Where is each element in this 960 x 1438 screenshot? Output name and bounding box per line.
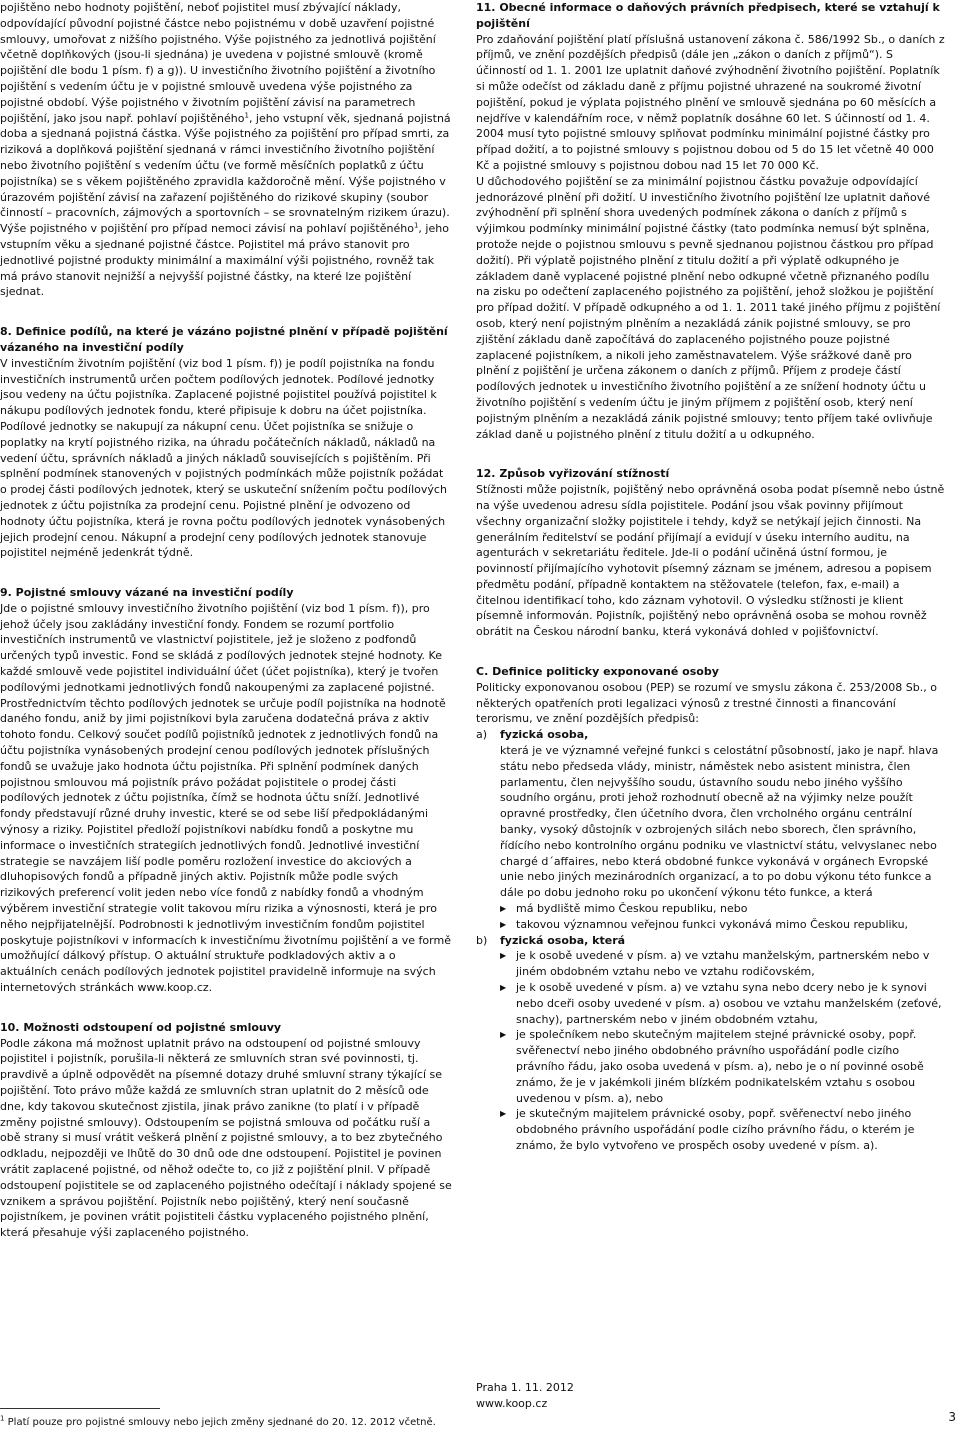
pep-item-b (476, 933, 946, 1154)
website-link[interactable]: www.koop.cz (476, 1396, 548, 1410)
section-11-paragraph-2: U důchodového pojištění se za minimální pojistnou částku považuje odpovídající jednorázové plnění při dožití. U investičního životního pojištění lze uplatnit daňové zvýhodnění při splnění shora uvedených podmínek zákona o daních z příjmů s výjimkou podmínky minimální pojistné částky (tato podmínka nemusí být splněna, protože nejde o pojistnou smlouvu s pevně sjednanou pojistnou částkou pro případ dožití). Při výplatě pojistného plnění z titulu dožití a při výplatě odkupného je základem daně vyplacené pojistné plnění nebo odkupné včetně přiznaného podílu na zisku po odečtení zaplaceného pojistného za pojištění, jehož složkou je pojištění pro případ dožití. V případě odkupného a od 1. 1. 2011 také jiného příjmu z pojištění osob, který není pojistným plněním a nezakládá zánik pojistné smlouvy, se pro zjištění základu daně započítává do zaplaceného pojistného pouze pojistné zaplacené pojistníkem, a nikoli jeho zaměstnavatelem. Výše srážkové daně pro plnění z pojištění je určena zákonem o daních z příjmů. Příjem z prodeje částí podílových jednotek u investičního životního pojištění a ze snížení hodnoty účtu u životního pojištění s vedením účtu je jiným příjmem z pojištění osob, který není pojistným plněním a nezakládá zánik pojistné smlouvy; tento příjem také ovlivňuje základ daně u pojistného plnění z titulu dožití a u odkupného. (476, 174, 941, 441)
left-column (0, 0, 452, 1265)
section-c-title: C. Definice politicky exponované osoby (476, 665, 719, 679)
section-12-text: Stížnosti může pojistník, pojištěný nebo oprávněná osoba podat písemně nebo ústně na výše uvedenou adresu sídla pojistitele. Podání jsou však povinny přijímout všechny organizační složky pojistitele i tehdy, když se netýkají jejich činnosti. Na generálním ředitelství se podání přijímají a evidují v úseku interního auditu, na agenturách v sekretariátu ředitele. Jde-li o podání učiněná ústní formou, je povinností přijímajícího vyhotovit písemný záznam se jménem, adresou a popisem předmětu podání, případně kontaktem na stěžovatele (telefon, fax, e-mail) a čitelnou identifikací toho, kdo záznam vyhotovil. O výsledku stížnosti je klient písemně informován. Pojistník, pojištěný nebo oprávněná osoba se mohou rovněž obrátit na Českou národní banku, která vykonává dohled v pojišťovnictví. (476, 483, 945, 639)
section-9-title: 9. Pojistné smlouvy vázané na investiční podíly (0, 586, 294, 600)
intro-text-2: , jeho vstupní věk, sjednaná pojistná doba a sjednaná pojistná částka. Výše pojistného za pojištění pro případ smrti, za riziková a doplňková pojištění sjednaná v rámci investičního životního pojištění nebo životního pojištění s vedením účtu (ve formě měsíčních poplatků z účtu pojistníka) se s věkem pojištěného zpravidla každoročně mění. Výše pojistného v úrazovém pojištění závisí na zařazení pojištěného do rizikové skupiny (soubor činností – pracovních, zájmových a sportovních – se srovnatelným rizikem úrazu). Výše pojistného v pojištění pro případ nemoci závisí na pohlaví pojištěného (0, 111, 451, 236)
item-marker: a) (476, 728, 488, 742)
section-10-text: Podle zákona má možnost uplatnit právo na odstoupení od pojistné smlouvy pojistitel i pojistník, porušila-li některá ze smluvních stran své povinnosti, tj. pravdivě a úplně odpovědět na písemné dotazy druhé smluvní strany týkající se pojištění. Toto právo může každá ze smluvních stran uplatnit do 2 měsíců ode dne, kdy takovou skutečnost zjistila, jinak právo zanikne (to platí i v případě změny pojistné smlouvy). Odstoupením se pojistná smlouva od počátku ruší a obě strany si musí vrátit veškerá plnění z pojistné smlouvy, a to bez zbytečného odkladu, nejpozději ve lhůtě do 30 dnů ode dne odstoupení. Pojistitel je povinen vrátit zaplacené pojistné, od něhož odečte to, co již z pojištění plnil. V případě odstoupení pojistitele se od zaplaceného pojistného odečítají i náklady spojené se vznikem a správou pojištění. Pojistník nebo pojištěný, který není současně pojistníkem, je povinen vrátit pojistiteli částku vyplaceného pojistného plnění, která přesahuje výši zaplaceného pojistného. (0, 1036, 452, 1240)
item-a-text: která je ve významné veřejné funkci s celostátní působností, jako je např. hlava státu nebo předseda vlády, ministr, náměstek nebo asistent ministra, člen parlamentu, člen nejvyššího soudu, ústavního soudu nebo jiného vyššího soudního orgánu, proti jehož rozhodnutí obecně až na výjimky nelze použít opravné prostředky, člen účetního dvora, člen vrcholného orgánu centrální banky, vysoký důstojník v ozbrojených silách nebo sborech, člen správního, řídícího nebo kontrolního orgánu podniku ve vlastnictví státu, velvyslanec nebo chargé d´affaires, nebo která obdobné funkce vykonává v orgánech Evropské unie nebo jiných mezinárodních organizací, a to po dobu výkonu této funkce a dále po dobu jednoho roku po ukončení výkonu této funkce, a která (500, 744, 939, 900)
pep-item-a (476, 727, 946, 932)
section-8-title: 8. Definice podílů, na které je vázáno pojistné plnění v případě pojištění vázaného na investiční podíly (0, 325, 448, 354)
right-column (476, 0, 946, 1410)
footnote-number: 1 (0, 1414, 5, 1423)
bullet-item: ▶ takovou významnou veřejnou funkci vykonává mimo Českou republiku, (500, 917, 909, 931)
section-9-text: Jde o pojistné smlouvy investičního životního pojištění (viz bod 1 písm. f)), pro jehož účely jsou zakládány investiční fondy. Fondem se rozumí portfolio investičních instrumentů ve vlastnictví pojistitele, jež je složeno z podfondů určených typů investic. Fond se skládá z podílových jednotek stejné hodnoty. Ke každé smlouvě vede pojistitel individuální účet (účet pojistníka), který je tvořen podílovými jednotkami jednotlivých fondů nakoupenými za zaplacené pojistné. Prostřednictvím těchto podílových jednotek se určuje podíl pojistníka na hodnotě daného fondu, aniž by jimi pojistníkovi byla zaručena dodatečná práva z aktiv tohoto fondu. Celkový součet podílů pojistníků jednotek z jednotlivých fondů na účtu pojistníka vynásobených prodejní cenou podílových jednotek příslušných fondů se uvažuje jako hodnota účtu pojistníka. Při splnění podmínek daných pojistnou smlouvou má pojistník právo požádat pojistitele o prodej části podílových jednotek z účtu pojistníka, čímž se hodnota účtu sníží. Jednotlivé fondy představují různé druhy investic, které se od sebe liší předpokládanými výnosy a riziky. Pojistitel předloží pojistníkovi nabídku fondů a poskytne mu informace o investičních strategiích jednotlivých fondů. Jednotlivé investiční strategie se navzájem liší podle poměru rozložení investice do akciových a dluhopisových fondů a případně jiných aktiv. Pojistník může podle svých rizikových preferencí volit jeden nebo více fondů z nabídky fondů a vhodným výběrem investiční strategie volit takovou míru rizika a výnosnosti, která je pro něho nejpřijatelnější. Podrobnosti k jednotlivým investičním fondům pojistitel poskytuje pojistníkovi v informacích k investičnímu životnímu pojištění a ve formě umožňující dálkový přístup. O aktuální struktuře podkladových aktiv a o aktuálních cenách podílových jednotek pojistitel pravidelně informuje na svých internetových stránkách www.koop.cz. (0, 601, 451, 995)
item-a-title: fyzická osoba, (500, 728, 589, 742)
footnote (0, 1416, 520, 1430)
section-10-title: 10. Možnosti odstoupení od pojistné smlouvy (0, 1020, 282, 1034)
bullet-item: ▶ je k osobě uvedené v písm. a) ve vztahu manželským, partnerském nebo v jiném obdobném vztahu nebo ve vztahu rodičovském, (500, 949, 930, 979)
section-8 (0, 324, 452, 561)
triangle-right-icon: ▶ (500, 919, 507, 929)
section-8-text: V investičním životním pojištění (viz bod 1 písm. f)) je podíl pojistníka na fondu investičních instrumentů určen počtem podílových jednotek. Podílové jednotky jsou vedeny na účtu pojistníka. Zaplacené pojistné pojistitel používá pojistitel k nákupu podílových jednotek fondu, které připisuje k dobru na účet pojistníka. Podílové jednotky se nakupují za nákupní cenu. Účet pojistníka se snižuje o poplatky na krytí pojistného rizika, na úhradu počátečních nákladů, nákladů na vedení účtu, správních nákladů a jiných nákladů souvisejících s pojištěním. Při splnění podmínek stanovených v pojistných podmínkách může pojistník požádat o prodej části podílových jednotek, který se uskuteční snížením počtu podílových jednotek z účtu pojistníka za prodejní cenu. Pojistné plnění je odvozeno od hodnoty účtu pojistníka, která je rovna počtu podílových jednotek vynásobených jejich prodejní cenou. Nákupní a prodejní ceny podílových jednotek stanovuje pojistitel nejméně jedenkrát týdně. (0, 356, 447, 560)
bullet-item: ▶ je společníkem nebo skutečným majitelem stejné právnické osoby, popř. svěřenectví nebo jiného obdobného právního uspořádání podle cizího právního řádu, jako osoba uvedená v písm. a), nebo je o ní povinné osobě známo, že je v jakémkoli jiném blízkém podnikatelském vztahu s osobou uvedenou v písm. a), nebo (500, 1028, 924, 1105)
pep-definition-list (476, 727, 946, 1154)
footnote-ref: 1 (413, 221, 419, 230)
footnote-ref: 1 (244, 110, 249, 119)
section-9 (0, 585, 452, 996)
footnote-text: Platí pouze pro pojistné smlouvy nebo jejich změny sjednané do 20. 12. 2012 včetně. (7, 1417, 436, 1428)
section-c-intro: Politicky exponovanou osobou (PEP) se rozumí ve smyslu zákona č. 253/2008 Sb., o některých opatřeních proti legalizaci výnosů z trestné činnosti a financování terorismu, ve znění pozdějších předpisů: (476, 680, 937, 726)
triangle-right-icon: ▶ (500, 983, 507, 993)
item-b-bullets (500, 948, 946, 1153)
place-date: Praha 1. 11. 2012 (476, 1381, 574, 1394)
triangle-right-icon: ▶ (500, 904, 507, 914)
section-c (476, 664, 946, 1154)
intro-text-1: pojištěno nebo hodnoty pojištění, neboť pojistitel musí zbývající náklady, odpovídající původní pojistné částce nebo pojistnému v době uzavření pojistné smlouvy, umořovat z nižšího pojistného. Výše pojistného za jednotlivá pojištění včetně doplňkových (jsou-li sjednána) je uvedena v pojistné smlouvě (kromě pojištění dle bodu 1 písm. f) a g)). U investičního životního pojištění a životního pojištění s vedením účtu je v pojistné smlouvě uvedena výše pojistného za pojistné období. Výše pojistného v životním pojištění závisí na parametrech pojištění, jako jsou např. pohlaví pojištěného (0, 1, 436, 125)
intro-paragraph (0, 0, 452, 300)
item-marker: b) (476, 933, 488, 947)
page-number: 3 (948, 1410, 956, 1424)
bullet-item: ▶ je skutečným majitelem právnické osoby, popř. svěřenectví nebo jiného obdobného právního uspořádání podle cizího právního řádu, o kterém je známo, že bylo vytvořeno ve prospěch osoby uvedené v písm. a). (500, 1107, 915, 1152)
bullet-item: ▶ má bydliště mimo Českou republiku, nebo (500, 902, 748, 916)
section-10 (0, 1020, 452, 1241)
bullet-item: ▶ je k osobě uvedené v písm. a) ve vztahu syna nebo dcery nebo je k synovi nebo dceři osoby uvedené v písm. a) osobou ve vztahu manželském (zeťové, snachy), partnerském nebo v jiném obdobném vztahu, (500, 981, 942, 1026)
intro-text-3: , jeho vstupním věku a sjednané pojistné částce. Pojistitel má právo stanovit pro jednotlivé pojistné produkty minimální a maximální výši pojistného, rovněž tak má právo stanovit nejnižší a nejvyšší pojistné částky, na které lze pojištění sjednat. (0, 222, 449, 299)
item-b-title: fyzická osoba, která (500, 933, 626, 947)
signature-block (476, 1380, 574, 1412)
section-11-paragraph-1: Pro zdaňování pojištění platí příslušná ustanovení zákona č. 586/1992 Sb., o daních z příjmů, ve znění pozdějších předpisů (dále jen „zákon o daních z příjmů“). S účinností od 1. 1. 2001 lze uplatnit daňové zvýhodnění životního pojištění. Poplatník si může odečíst od základu daně z příjmu pojistné uhrazené na soukromé životní pojištění, pokud je výplata pojistného plnění ve smlouvě sjednána po 60 měsících a nejdříve v kalendářním roce, v němž poplatník dosáhne 60 let. S účinností od 1. 4. 2004 musí tyto pojistné smlouvy splňovat podmínku minimální pojistné částky pro případ dožití, a to pojistné smlouvy s pojistnou dobou od 5 do 15 let včetně 40 000 Kč a pojistné smlouvy s pojistnou dobou nad 15 let 70 000 Kč. (476, 32, 945, 172)
triangle-right-icon: ▶ (500, 1109, 507, 1119)
section-11-title: 11. Obecné informace o daňových právních předpisech, které se vztahují k pojištění (476, 1, 940, 30)
triangle-right-icon: ▶ (500, 1030, 507, 1040)
triangle-right-icon: ▶ (500, 951, 507, 961)
section-11 (476, 0, 946, 442)
section-12-title: 12. Způsob vyřizování stížností (476, 467, 670, 481)
section-12 (476, 466, 946, 640)
footnote-divider (0, 1408, 160, 1409)
item-a-bullets (500, 901, 946, 933)
